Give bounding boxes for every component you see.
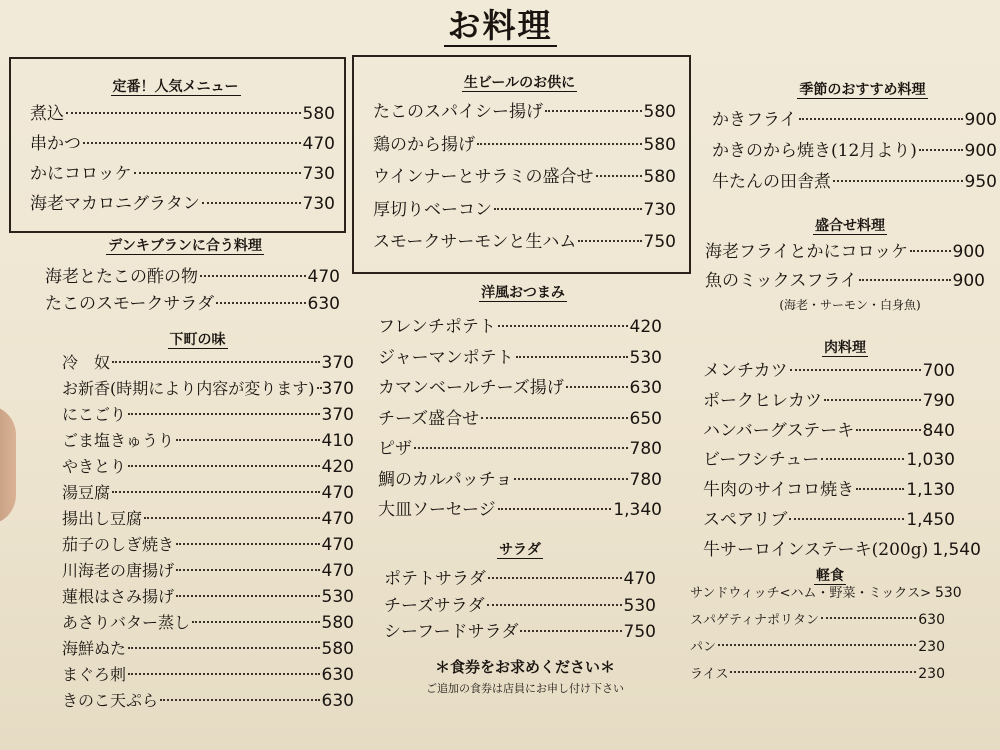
menu-item-price: 900	[952, 271, 985, 291]
menu-item-name: チーズ盛合せ	[378, 408, 480, 429]
menu-item-price: 790	[922, 390, 955, 411]
menu-item	[703, 417, 955, 447]
leader-dots	[821, 617, 916, 619]
menu-item	[62, 688, 354, 714]
menu-item	[690, 634, 945, 661]
leader-dots	[488, 577, 622, 579]
menu-item-name: たこのスモークサラダ	[45, 294, 215, 314]
section-heading: 下町の味	[169, 332, 226, 348]
menu-item-price: 730	[302, 194, 335, 214]
menu-item-price: 370	[321, 353, 354, 373]
leader-dots	[859, 279, 951, 281]
menu-item	[384, 619, 656, 646]
menu-item-price: 950	[964, 172, 997, 192]
menu-item-name: サンドウィッチ<ハム・野菜・ミックス>	[690, 586, 931, 601]
menu-item-name: ごま塩きゅうり	[62, 431, 175, 450]
leader-dots	[790, 369, 921, 371]
menu-item	[378, 404, 662, 435]
menu-item	[62, 558, 354, 584]
menu-item	[384, 593, 656, 620]
footer-line-2: ご追加の食券は店員にお申し付け下さい	[426, 682, 624, 695]
menu-item-price: 470	[321, 561, 354, 581]
menu-item	[703, 387, 955, 417]
leader-dots	[516, 356, 628, 358]
menu-item-price: 370	[321, 405, 354, 425]
menu-item-name: 煮込	[30, 104, 64, 124]
menu-item-name: 海老フライとかにコロッケ	[705, 242, 909, 262]
menu-item	[378, 495, 662, 526]
thumb	[0, 405, 16, 525]
section-heading: 軽食	[816, 568, 844, 584]
leader-dots	[128, 647, 320, 649]
menu-item	[703, 506, 955, 536]
menu-item	[703, 357, 955, 387]
menu-item-name: カマンベールチーズ揚げ	[378, 378, 564, 398]
leader-dots	[566, 386, 628, 388]
menu-item-price: 900	[964, 141, 997, 161]
menu-item-name: かにコロッケ	[30, 164, 132, 184]
menu-item-name: たこのスパイシー揚げ	[373, 102, 543, 122]
menu-item-price: 470	[623, 569, 656, 589]
section-heading: 季節のおすすめ料理	[799, 82, 926, 98]
menu-item	[30, 129, 335, 159]
menu-item-name: お新香(時期により内容が変ります)	[62, 379, 315, 398]
leader-dots	[919, 149, 963, 151]
menu-item	[690, 661, 945, 688]
section-heading: 生ビールのお供に	[463, 75, 576, 91]
menu-item	[373, 129, 676, 162]
menu-item	[690, 607, 945, 634]
menu-item-name: ビーフシチュー	[703, 450, 820, 471]
menu-item-name: かきのから焼き(12月より)	[712, 141, 917, 161]
menu-item-name: にこごり	[62, 405, 127, 424]
leader-dots	[856, 488, 904, 490]
menu-item	[30, 99, 335, 129]
leader-dots	[176, 595, 320, 597]
moriawase-note: (海老・サーモン・白身魚)	[779, 298, 921, 312]
beer-list	[373, 96, 676, 259]
menu-item	[690, 580, 962, 607]
menu-item	[62, 376, 354, 402]
menu-item-name: 湯豆腐	[62, 483, 111, 502]
menu-item-name: スペアリブ	[703, 509, 788, 530]
menu-item-name: ウインナーとサラミの盛合せ	[373, 167, 594, 187]
menu-item-name: 海老マカロニグラタン	[30, 194, 200, 214]
menu-item-price: 630	[321, 691, 354, 711]
menu-item-price: 630	[629, 378, 662, 398]
menu-item-name: かきフライ	[712, 110, 797, 130]
menu-item-price: 900	[964, 110, 997, 130]
menu-item-price: 370	[321, 379, 354, 399]
menu-item	[384, 566, 656, 593]
menu-item-price: 750	[643, 232, 676, 252]
leader-dots	[578, 240, 641, 242]
keishoku-list	[690, 580, 962, 688]
leader-dots	[520, 630, 621, 632]
menu-item-name: まぐろ刺	[62, 665, 127, 684]
menu-item-name: ジャーマンポテト	[378, 347, 514, 368]
menu-item	[62, 480, 354, 506]
leader-dots	[134, 172, 301, 174]
menu-item-price: 750	[623, 622, 656, 642]
leader-dots	[112, 361, 320, 363]
menu-item	[30, 189, 335, 219]
menu-item-price: 470	[302, 134, 335, 154]
menu-item-price: 420	[321, 457, 354, 477]
leader-dots	[498, 508, 612, 510]
menu-item-price: 650	[629, 408, 662, 429]
leader-dots	[216, 302, 305, 304]
menu-item-name: 魚のミックスフライ	[705, 271, 857, 291]
menu-item	[378, 312, 662, 343]
menu-item-price: 780	[629, 469, 662, 490]
menu-item-price: 420	[629, 317, 662, 337]
teiban-list	[30, 99, 335, 219]
menu-item-price: 730	[643, 199, 676, 220]
section-heading: 盛合せ料理	[815, 218, 885, 234]
leader-dots	[718, 644, 916, 646]
yofu-list	[378, 312, 662, 526]
menu-item-price: 1,340	[613, 500, 662, 520]
menu-item-price: 1,030	[906, 450, 955, 471]
menu-item-price: 580	[321, 639, 354, 659]
menu-item-price: 1,130	[906, 480, 955, 501]
leader-dots	[128, 413, 320, 415]
menu-item-name: 大皿ソーセージ	[378, 500, 496, 520]
menu-item-name: ライス	[690, 667, 729, 682]
menu-item-price: 900	[952, 242, 985, 262]
menu-item-price: 580	[643, 102, 676, 122]
menu-item-name: 鶏のから揚げ	[373, 134, 475, 155]
leader-dots	[487, 604, 622, 606]
section-heading: サラダ	[499, 542, 541, 558]
menu-item	[62, 506, 354, 532]
menu-item	[373, 161, 676, 194]
menu-item-price: 580	[321, 613, 354, 633]
leader-dots	[414, 447, 628, 449]
menu-item-name: 海鮮ぬた	[62, 639, 127, 658]
menu-item	[378, 373, 662, 404]
menu-item	[712, 136, 997, 167]
menu-item-price: 470	[321, 509, 354, 529]
menu-item	[62, 454, 354, 480]
section-heading: 肉料理	[824, 340, 866, 356]
leader-dots	[83, 142, 301, 144]
shitamachi-list	[62, 350, 354, 714]
leader-dots	[128, 465, 320, 467]
menu-item-name: シーフードサラダ	[384, 622, 519, 642]
leader-dots	[833, 180, 963, 182]
footer-line-1: ＊食券をお求めください＊	[434, 658, 615, 676]
menu-item-price: 530	[934, 585, 962, 601]
menu-item-price: 470	[321, 483, 354, 503]
menu-item-price: 530	[623, 595, 656, 616]
menu-item	[373, 226, 676, 259]
kisetsu-list	[712, 105, 997, 198]
menu-item-name: きのこ天ぷら	[62, 691, 159, 710]
menu-item-name: ポークヒレカツ	[703, 390, 822, 411]
leader-dots	[514, 478, 627, 480]
menu-item-name: 揚出し豆腐	[62, 509, 143, 528]
menu-item-name: メンチカツ	[703, 361, 788, 381]
menu-item-price: 700	[922, 361, 955, 381]
leader-dots	[494, 208, 642, 210]
menu-item-price: 1,450	[906, 509, 955, 530]
menu-item-name: 牛たんの田舎煮	[712, 172, 831, 192]
leader-dots	[799, 118, 963, 120]
leader-dots	[176, 569, 320, 571]
menu-item-price: 630	[321, 665, 354, 685]
leader-dots	[128, 673, 320, 675]
menu-item	[62, 350, 354, 376]
leader-dots	[192, 621, 320, 623]
menu-item-name: 串かつ	[30, 134, 81, 154]
menu-item-name: 牛肉のサイコロ焼き	[703, 480, 855, 501]
menu-item-name: ポテトサラダ	[384, 569, 486, 589]
menu-item-name: 茄子のしぎ焼き	[62, 535, 175, 554]
menu-item-name: ハンバーグステーキ	[703, 420, 855, 441]
leader-dots	[160, 699, 320, 701]
menu-item	[62, 610, 354, 636]
menu-item	[373, 194, 676, 227]
leader-dots	[112, 491, 320, 493]
leader-dots	[176, 439, 320, 441]
leader-dots	[596, 175, 642, 177]
leader-dots	[200, 275, 306, 277]
leader-dots	[910, 250, 950, 252]
section-heading: 定番！人気メニュー	[112, 79, 239, 95]
leader-dots	[856, 429, 920, 431]
menu-item-name: パン	[690, 640, 717, 655]
menu-item	[62, 636, 354, 662]
menu-item-price: 530	[321, 587, 354, 607]
menu-item	[703, 446, 955, 476]
menu-item-price: 580	[643, 134, 676, 155]
denki-list	[45, 264, 340, 318]
salad-list	[384, 566, 656, 646]
menu-item-price: 530	[629, 347, 662, 368]
menu-item	[62, 532, 354, 558]
page-title: お料理	[0, 6, 1000, 46]
menu-item-name: やきとり	[62, 457, 127, 476]
menu-item-name: 海老とたこの酢の物	[45, 267, 198, 287]
menu-item	[30, 159, 335, 189]
menu-item-name: スモークサーモンと生ハム	[373, 232, 577, 252]
menu-item-name: ピザ	[378, 439, 412, 459]
moriawase-list	[705, 238, 985, 296]
leader-dots	[498, 325, 628, 327]
menu-item	[703, 536, 981, 566]
leader-dots	[66, 112, 301, 114]
menu-item	[712, 105, 997, 136]
menu-item-price: 630	[918, 612, 945, 628]
menu-item-price: 410	[321, 431, 354, 451]
section-heading: デンキブランに合う料理	[108, 238, 262, 254]
menu-item-price: 730	[302, 164, 335, 184]
menu-item-name: フレンチポテト	[378, 317, 496, 337]
menu-item-name: 蓮根はさみ揚げ	[62, 587, 175, 606]
menu-item	[378, 343, 662, 374]
menu-item	[62, 428, 354, 454]
menu-item	[62, 662, 354, 688]
section-heading: 洋風おつまみ	[481, 285, 565, 301]
leader-dots	[477, 143, 642, 145]
menu-item-price: 1,540	[932, 539, 981, 560]
menu-item-price: 230	[918, 666, 945, 682]
menu-item	[45, 264, 340, 291]
menu-item-price: 470	[321, 535, 354, 555]
leader-dots	[202, 202, 301, 204]
menu-item-name: 鯛のカルパッチョ	[378, 469, 513, 490]
menu-item	[378, 434, 662, 465]
leader-dots	[730, 671, 916, 673]
menu-item-price: 630	[307, 294, 340, 314]
menu-item	[62, 402, 354, 428]
menu-item-price: 230	[918, 639, 945, 655]
menu-item	[373, 96, 676, 129]
leader-dots	[144, 517, 320, 519]
niku-list	[703, 357, 981, 566]
leader-dots	[824, 399, 921, 401]
menu-item-price: 470	[307, 267, 340, 287]
menu-item	[712, 167, 997, 198]
menu-item-price: 780	[629, 439, 662, 459]
menu-item-name: あさりバター蒸し	[62, 613, 191, 632]
leader-dots	[821, 458, 904, 460]
menu-item-name: スパゲティナポリタン	[690, 613, 819, 628]
leader-dots	[545, 110, 642, 112]
menu-item	[45, 291, 340, 318]
menu-item-name: 厚切りベーコン	[373, 199, 492, 220]
leader-dots	[317, 387, 320, 389]
menu-item-price: 580	[302, 104, 335, 124]
menu-item	[378, 465, 662, 496]
menu-item	[703, 476, 955, 506]
menu-item-name: 牛サーロインステーキ(200g)	[703, 539, 929, 560]
menu-item-name: チーズサラダ	[384, 595, 485, 616]
menu-item-name: 冷 奴	[62, 353, 111, 372]
menu-item	[62, 584, 354, 610]
leader-dots	[481, 417, 627, 419]
leader-dots	[176, 543, 320, 545]
menu-item-price: 580	[643, 167, 676, 187]
menu-item	[705, 238, 985, 267]
menu-item	[705, 267, 985, 296]
menu-item-price: 840	[922, 420, 955, 441]
leader-dots	[789, 518, 904, 520]
menu-item-name: 川海老の唐揚げ	[62, 561, 175, 580]
